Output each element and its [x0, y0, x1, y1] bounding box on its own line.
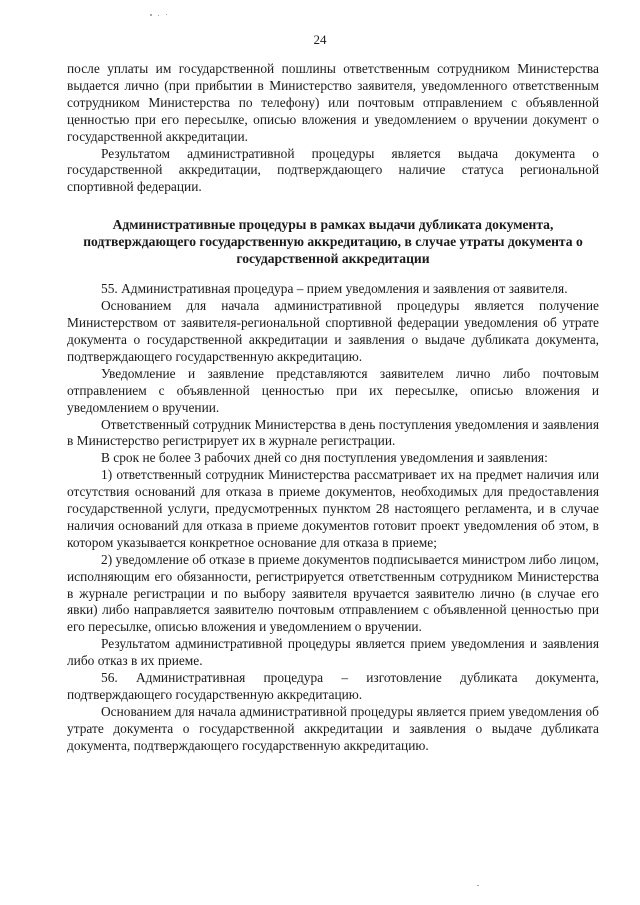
paragraph-reception-result: Результатом административной процедуры является прием уведомления и заявления либо отказ в их приеме.: [67, 636, 599, 669]
section-heading: Административные процедуры в рамках выдачи дубликата документа, подтверждающего государственную аккредитацию, в случае утраты документа о государственной аккредитации: [83, 217, 583, 267]
scan-speck: [158, 15, 159, 16]
scan-speck: [477, 885, 479, 886]
paragraph-issue-result: Результатом административной процедуры является выдача документа о государственной аккредитации, подтверждающего наличие статуса региональной спортивной федерации.: [67, 145, 599, 195]
paragraph-duplicate-basis: Основанием для начала административной процедуры является прием уведомления об утрате документа о государственной аккредитации и заявления о выдаче дубликата документа, подтверждающего государственную аккредитацию.: [67, 703, 599, 753]
page-number: 24: [313, 32, 327, 47]
scan-speck: [150, 14, 152, 16]
paragraph-submission-method: Уведомление и заявление представляются заявителем лично либо почтовым отправлением с объявленной ценностью при их пересылке, описью вложения и уведомлением о вручении.: [67, 365, 599, 415]
paragraph-item-55: 55. Административная процедура – прием уведомления и заявления от заявителя.: [101, 281, 568, 297]
paragraph-item-56: 56. Административная процедура – изготовление дубликата документа, подтверждающего государственную аккредитацию.: [67, 670, 599, 702]
paragraph-basis-start: Основанием для начала административной процедуры является получение Министерством от заявителя-региональной спортивной федерации уведомления об утрате документа о государственной аккредитации и заявления о выдаче дубликата документа, подтверждающего государственную аккредитацию.: [67, 298, 599, 364]
paragraph-subitem-1: 1) ответственный сотрудник Министерства рассматривает их на предмет наличия или отсутствия оснований для отказа в приеме документов, необходимых для предоставления государственной услуги, предусмотренных пунктом 28 настоящего регламента, и в случае наличия оснований для отказа в приеме документов готовит проект уведомления об этом, в котором указывается конкретное основание для отказа в приеме;: [67, 467, 599, 550]
paragraph-subitem-2: 2) уведомление об отказе в приеме документов подписывается министром либо лицом, исполняющим его обязанности, регистрируется ответственным сотрудником Министерства в журнале регистрации и по выбору заявителя вручается заявителю лично (в случае его явки) либо направляется заявителю почтовым отправлением с объявленной ценностью при его пересылке, описью вложения и уведомлением о вручении.: [67, 551, 599, 635]
scan-speck: [166, 14, 167, 15]
paragraph-issue-document: после уплаты им государственной пошлины ответственным сотрудником Министерства выдается лично (при прибытии в Министерство заявителя, уведомленного ответственным сотрудником Министерства по телефону) или почтовым отправлением с объявленной ценностью при его пересылке, описью вложения и уведомлением о вручении документ о государственной аккредитации.: [67, 61, 599, 144]
paragraph-registration: Ответственный сотрудник Министерства в день поступления уведомления и заявления в Министерство регистрирует их в журнале регистрации.: [67, 416, 599, 449]
paragraph-deadline: В срок не более 3 рабочих дней со дня поступления уведомления и заявления:: [101, 450, 548, 466]
document-body: [67, 61, 599, 755]
